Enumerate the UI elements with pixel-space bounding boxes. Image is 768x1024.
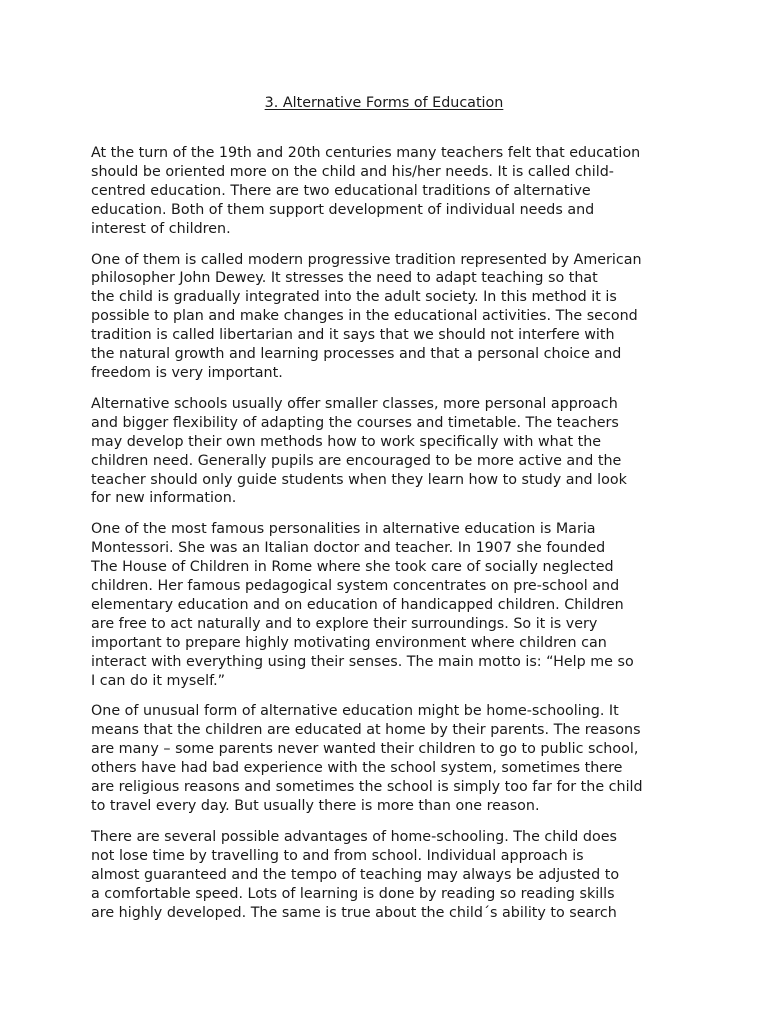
text-line: a comfortable speed. Lots of learning is done by reading so reading skills (91, 885, 615, 902)
text-line: There are several possible advantages of home-schooling. The child does (91, 828, 617, 845)
text-line: One of them is called modern progressive tradition represented by American (91, 251, 642, 268)
text-line: means that the children are educated at home by their parents. The reasons (91, 722, 641, 739)
text-line: teacher should only guide students when they learn how to study and look (91, 471, 627, 488)
text-line: One of unusual form of alternative education might be home-schooling. It (91, 703, 619, 720)
text-line: not lose time by travelling to and from school. Individual approach is (91, 847, 584, 864)
text-line: freedom is very important. (91, 364, 283, 381)
text-line: are many – some parents never wanted their children to go to public school, (91, 741, 639, 758)
paragraph (91, 702, 681, 815)
paragraph (91, 828, 681, 923)
text-line: Alternative schools usually offer smaller classes, more personal approach (91, 395, 618, 412)
text-line: elementary education and on education of handicapped children. Children (91, 596, 624, 613)
text-line: children. Her famous pedagogical system concentrates on pre-school and (91, 578, 620, 595)
text-line: interest of children. (91, 220, 231, 237)
text-line: philosopher John Dewey. It stresses the need to adapt teaching so that (91, 270, 598, 287)
text-line: are free to act naturally and to explore their surroundings. So it is very (91, 615, 598, 632)
text-line: are religious reasons and sometimes the school is simply too far for the child (91, 779, 643, 796)
text-line: I can do it myself.” (91, 672, 226, 689)
text-line: The House of Children in Rome where she took care of socially neglected (91, 559, 614, 576)
text-line: important to prepare highly motivating environment where children can (91, 634, 607, 651)
page-title: 3. Alternative Forms of Education (264, 95, 504, 111)
text-line: tradition is called libertarian and it says that we should not interfere with (91, 327, 615, 344)
text-line: should be oriented more on the child and his/her needs. It is called child- (91, 163, 614, 180)
text-line: interact with everything using their senses. The main motto is: “Help me so (91, 653, 634, 670)
text-line: children need. Generally pupils are encouraged to be more active and the (91, 452, 622, 469)
text-line: almost guaranteed and the tempo of teaching may always be adjusted to (91, 866, 620, 883)
paragraph (91, 144, 681, 239)
text-line: and bigger flexibility of adapting the courses and timetable. The teachers (91, 414, 619, 431)
text-line: may develop their own methods how to work specifically with what the (91, 433, 602, 450)
text-line: possible to plan and make changes in the educational activities. The second (91, 308, 638, 325)
text-line: the child is gradually integrated into the adult society. In this method it is (91, 289, 617, 306)
text-line: others have had bad experience with the school system, sometimes there (91, 760, 623, 777)
text-line: to travel every day. But usually there is more than one reason. (91, 798, 540, 814)
paragraph (91, 251, 681, 383)
paragraph (91, 395, 681, 508)
text-line: for new information. (91, 490, 237, 507)
text-line: One of the most famous personalities in alternative education is Maria (91, 521, 596, 538)
paragraph (91, 520, 681, 690)
text-line: are highly developed. The same is true about the child´s ability to search (91, 904, 617, 921)
text-line: education. Both of them support development of individual needs and (91, 201, 595, 218)
text-line: the natural growth and learning processes and that a personal choice and (91, 346, 622, 363)
text-line: At the turn of the 19th and 20th centuries many teachers felt that education (91, 145, 641, 161)
text-line: Montessori. She was an Italian doctor and teacher. In 1907 she founded (91, 540, 606, 557)
text-line: centred education. There are two educational traditions of alternative (91, 182, 591, 199)
document-body (91, 144, 681, 934)
